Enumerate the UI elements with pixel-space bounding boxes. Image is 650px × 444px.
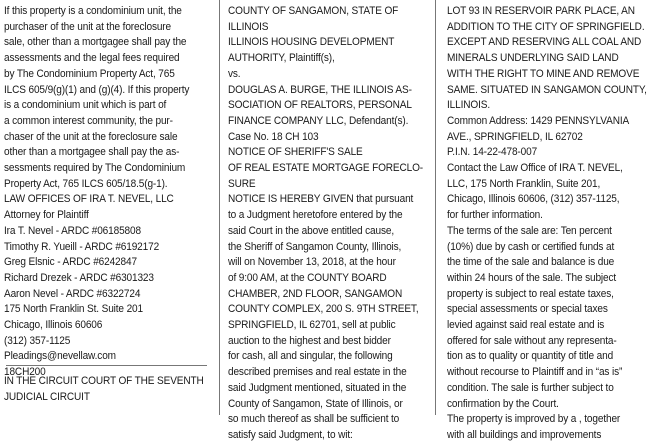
text-line: Chicago, Illinois 60606, (312) 357-1125, bbox=[447, 193, 620, 206]
text-line: a common interest community, the pur- bbox=[4, 114, 173, 127]
text-line: (312) 357-1125 bbox=[4, 334, 71, 347]
section-divider bbox=[6, 365, 207, 366]
text-line: FINANCE COMPANY LLC, Defendant(s). bbox=[228, 114, 409, 127]
text-line: without recourse to Plaintiff and in “as is” bbox=[447, 366, 623, 379]
text-line: assessments and the legal fees required bbox=[4, 52, 180, 65]
column-1-bottom bbox=[4, 374, 207, 405]
text-line: JUDICIAL CIRCUIT bbox=[4, 390, 90, 403]
text-line: with all buildings and improvements bbox=[447, 428, 602, 441]
text-line: levied against said real estate and is bbox=[447, 319, 605, 332]
text-line: The terms of the sale are: Ten percent bbox=[447, 224, 612, 237]
text-line: vs. bbox=[228, 67, 241, 80]
column-1 bbox=[4, 4, 207, 419]
text-line: confirmation by the Court. bbox=[447, 397, 559, 410]
text-line: Timothy R. Yueill - ARDC #6192172 bbox=[4, 240, 160, 253]
text-line: within 24 hours of the sale. The subject bbox=[447, 271, 617, 284]
text-line: Greg Elsnic - ARDC #6242847 bbox=[4, 256, 137, 269]
text-line: to a Judgment heretofore entered by the bbox=[228, 209, 403, 222]
text-line: Pleadings@nevellaw.com bbox=[4, 350, 116, 363]
text-line: chaser of the unit at the foreclosure sale bbox=[4, 130, 178, 143]
text-line: SAME. SITUATED IN SANGAMON COUNTY, bbox=[447, 83, 647, 96]
text-line: other than a mortgagee shall pay the as- bbox=[4, 146, 180, 159]
text-line: IN THE CIRCUIT COURT OF THE SEVENTH bbox=[4, 375, 204, 387]
column-3 bbox=[447, 4, 650, 441]
text-line: will on November 13, 2018, at the hour bbox=[228, 256, 396, 269]
text-line: EXCEPT AND RESERVING ALL COAL AND bbox=[447, 36, 642, 49]
text-line: COUNTY COMPLEX, 200 S. 9TH STREET, bbox=[228, 303, 419, 316]
text-line: MINERALS UNDERLYING SAID LAND bbox=[447, 52, 619, 65]
text-line: so much thereof as shall be sufficient to bbox=[228, 413, 400, 426]
text-line: Property Act, 765 ILCS 605/18.5(g-1). bbox=[4, 177, 168, 190]
text-line: NOTICE OF SHERIFF'S SALE bbox=[228, 146, 363, 159]
text-line: for cash, all and singular, the following bbox=[228, 350, 393, 363]
text-line: Aaron Nevel - ARDC #6322724 bbox=[4, 287, 141, 300]
column-divider bbox=[435, 0, 436, 415]
text-line: property is subject to real estate taxes, bbox=[447, 287, 614, 300]
text-line: described premises and real estate in the bbox=[228, 366, 407, 379]
text-line: DOUGLAS A. BURGE, THE ILLINOIS AS- bbox=[228, 83, 412, 96]
text-line: County of Sangamon, State of Illinois, or bbox=[228, 397, 403, 410]
text-line: (10%) due by cash or certified funds at bbox=[447, 240, 615, 253]
text-line: 18CH200 bbox=[4, 366, 46, 379]
text-line: Ira T. Nevel - ARDC #06185808 bbox=[4, 224, 141, 237]
text-line: ADDITION TO THE CITY OF SPRINGFIELD. bbox=[447, 20, 645, 33]
text-line: Common Address: 1429 PENNSYLVANIA bbox=[447, 114, 630, 127]
text-line: sale, other than a mortgagee shall pay the bbox=[4, 36, 187, 49]
text-line: said Judgment mentioned, situated in the bbox=[228, 381, 407, 394]
text-line: the time of the sale and balance is due bbox=[447, 256, 615, 269]
text-line: condition. The sale is further subject to bbox=[447, 381, 614, 394]
text-line: said Court in the above entitled cause, bbox=[228, 224, 395, 237]
column-2 bbox=[228, 4, 431, 441]
text-line: the Sheriff of Sangamon County, Illinois, bbox=[228, 240, 402, 253]
text-line: ILCS 605/9(g)(1) and (g)(4). If this property bbox=[4, 83, 190, 96]
text-line: COUNTY OF SANGAMON, STATE OF bbox=[228, 5, 399, 17]
text-line: The property is improved by a , together bbox=[447, 413, 621, 426]
text-line: offered for sale without any representa- bbox=[447, 334, 617, 347]
text-line: satisfy said Judgment, to wit: bbox=[228, 428, 353, 441]
text-line: tion as to quality or quantity of title and bbox=[447, 350, 614, 363]
text-line: Richard Drezek - ARDC #6301323 bbox=[4, 271, 154, 284]
column-divider bbox=[219, 0, 220, 415]
text-line: WITH THE RIGHT TO MINE AND REMOVE bbox=[447, 67, 640, 80]
text-line: OF REAL ESTATE MORTGAGE FORECLO- bbox=[228, 162, 424, 175]
text-line: AVE., SPRINGFIELD, IL 62702 bbox=[447, 130, 583, 143]
text-line: sessments required by The Condominium bbox=[4, 162, 186, 175]
text-line: special assessments or special taxes bbox=[447, 303, 608, 316]
text-line: LLC, 175 North Franklin, Suite 201, bbox=[447, 177, 601, 190]
text-line: Contact the Law Office of IRA T. NEVEL, bbox=[447, 162, 623, 175]
text-line: ILLINOIS. bbox=[447, 99, 491, 112]
text-line: ILLINOIS bbox=[228, 20, 269, 33]
text-line: Attorney for Plaintiff bbox=[4, 209, 89, 222]
text-line: purchaser of the unit at the foreclosure bbox=[4, 20, 171, 33]
text-line: AUTHORITY, Plaintiff(s), bbox=[228, 52, 335, 65]
text-line: by The Condominium Property Act, 765 bbox=[4, 67, 175, 80]
text-line: 175 North Franklin St. Suite 201 bbox=[4, 303, 143, 316]
text-line: CHAMBER, 2ND FLOOR, SANGAMON bbox=[228, 287, 403, 300]
text-line: P.I.N. 14-22-478-007 bbox=[447, 146, 538, 159]
text-line: SPRINGFIELD, IL 62701, sell at public bbox=[228, 319, 396, 332]
text-line: SOCIATION OF REALTORS, PERSONAL bbox=[228, 99, 412, 112]
text-line: ILLINOIS HOUSING DEVELOPMENT bbox=[228, 36, 395, 49]
text-line: LAW OFFICES OF IRA T. NEVEL, LLC bbox=[4, 193, 174, 206]
text-line: Chicago, Illinois 60606 bbox=[4, 319, 103, 332]
text-line: SURE bbox=[228, 177, 256, 190]
text-line: NOTICE IS HEREBY GIVEN that pursuant bbox=[228, 193, 414, 206]
text-line: Case No. 18 CH 103 bbox=[228, 130, 319, 143]
text-line: LOT 93 IN RESERVOIR PARK PLACE, AN bbox=[447, 5, 635, 17]
text-line: auction to the highest and best bidder bbox=[228, 334, 391, 347]
text-line: If this property is a condominium unit, the bbox=[4, 5, 182, 17]
text-line: for further information. bbox=[447, 209, 543, 222]
text-line: is a condominium unit which is part of bbox=[4, 99, 167, 112]
text-line: of 9:00 AM, at the COUNTY BOARD bbox=[228, 271, 387, 284]
